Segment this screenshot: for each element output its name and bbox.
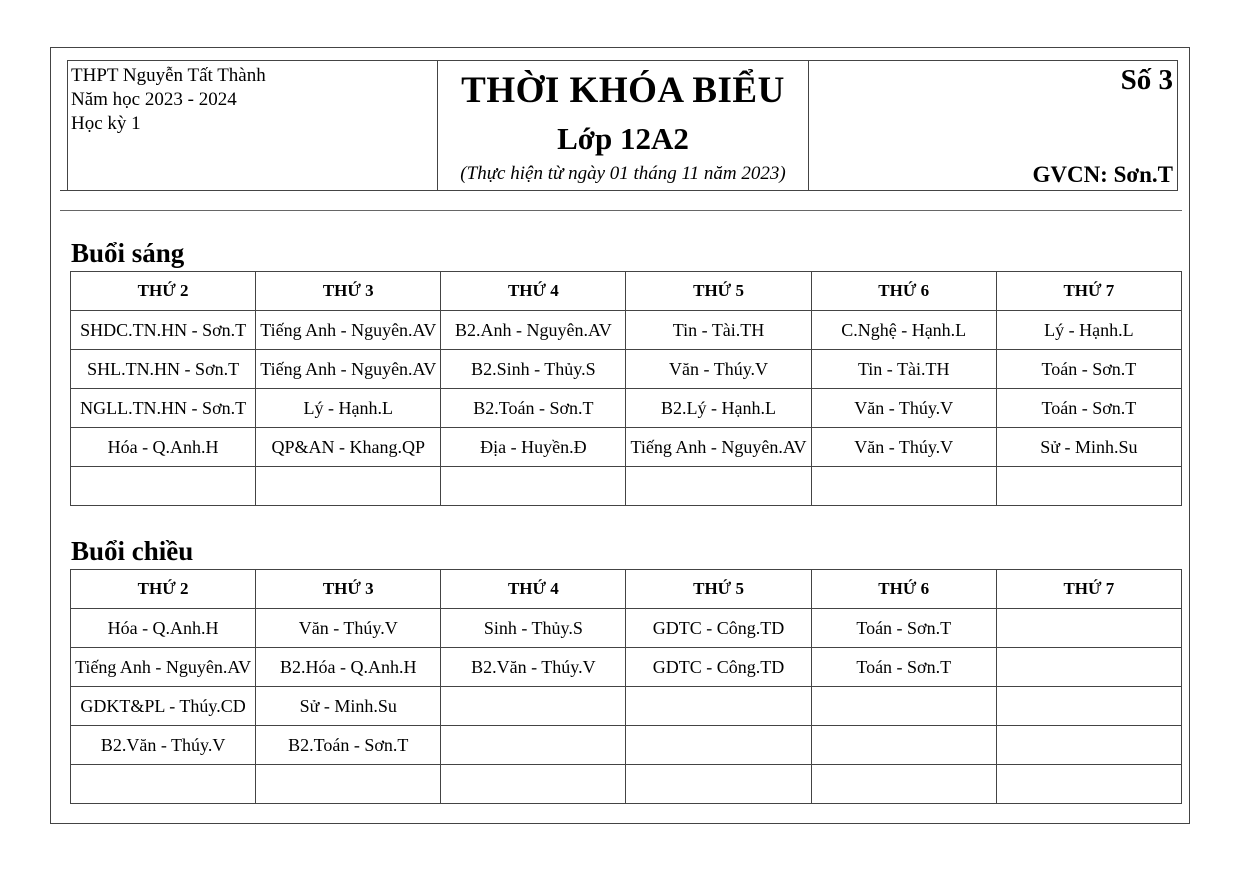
lesson-cell (811, 726, 996, 765)
lesson-cell (441, 428, 626, 467)
schedule-number: Số 3 (1120, 64, 1173, 96)
school-term: Học kỳ 1 (71, 113, 141, 134)
lesson-text: B2.Hóa - Q.Anh.H (279, 656, 417, 677)
morning-day-header: THỨ 6 (811, 272, 996, 311)
lesson-text: Văn - Thúy.V (669, 358, 769, 379)
lesson-cell (71, 389, 256, 428)
table-row (71, 428, 1182, 467)
table-row (71, 467, 1182, 506)
lesson-cell (811, 311, 996, 350)
morning-day-header: THỨ 2 (71, 272, 256, 311)
lesson-text: B2.Anh - Nguyên.AV (455, 319, 612, 340)
lesson-text: B2.Sinh - Thủy.S (471, 358, 596, 379)
lesson-cell (626, 428, 811, 467)
lesson-cell (996, 687, 1181, 726)
header-underline (60, 190, 67, 191)
lesson-cell (626, 467, 811, 506)
lesson-text: Văn - Thúy.V (854, 397, 954, 418)
lesson-cell (441, 311, 626, 350)
table-row (71, 609, 1182, 648)
lesson-text: Văn - Thúy.V (854, 436, 954, 457)
lesson-text: Lý - Hạnh.L (303, 397, 393, 418)
lesson-cell (441, 687, 626, 726)
lesson-text: B2.Văn - Thúy.V (471, 656, 596, 677)
lesson-cell (256, 389, 441, 428)
lesson-cell (256, 350, 441, 389)
lesson-cell (441, 350, 626, 389)
lesson-text: Toán - Sơn.T (1041, 397, 1137, 418)
lesson-cell (71, 726, 256, 765)
afternoon-title: Buổi chiều (71, 536, 194, 566)
table-row (71, 648, 1182, 687)
lesson-cell (996, 467, 1181, 506)
afternoon-day-header: THỨ 2 (71, 570, 256, 609)
lesson-cell (256, 765, 441, 804)
morning-header-row (71, 272, 1182, 311)
school-year: Năm học 2023 - 2024 (71, 89, 237, 110)
lesson-cell (71, 311, 256, 350)
lesson-text: GDTC - Công.TD (652, 617, 785, 638)
lesson-cell (811, 428, 996, 467)
document-title: THỜI KHÓA BIỂU (461, 70, 785, 111)
lesson-cell (256, 428, 441, 467)
title-block (438, 61, 809, 190)
school-info (68, 61, 438, 190)
table-row (71, 311, 1182, 350)
homeroom-teacher: GVCN: Sơn.T (1032, 162, 1173, 187)
table-row (71, 350, 1182, 389)
lesson-cell (996, 648, 1181, 687)
document-header (67, 60, 1178, 191)
lesson-cell (256, 726, 441, 765)
lesson-cell (71, 687, 256, 726)
lesson-cell (71, 350, 256, 389)
lesson-cell (811, 648, 996, 687)
separator-line (60, 210, 1182, 211)
lesson-cell (811, 687, 996, 726)
morning-day-header: THỨ 4 (441, 272, 626, 311)
lesson-text: Tiếng Anh - Nguyên.AV (260, 358, 437, 379)
lesson-cell (71, 648, 256, 687)
lesson-cell (441, 648, 626, 687)
lesson-text: Sinh - Thủy.S (483, 617, 583, 638)
lesson-cell (811, 765, 996, 804)
morning-timetable (70, 271, 1182, 506)
morning-day-header: THỨ 7 (996, 272, 1181, 311)
lesson-cell (71, 609, 256, 648)
afternoon-day-header: THỨ 4 (441, 570, 626, 609)
lesson-text: C.Nghệ - Hạnh.L (841, 319, 967, 340)
lesson-cell (256, 311, 441, 350)
lesson-cell (256, 609, 441, 648)
lesson-cell (71, 765, 256, 804)
lesson-text: Văn - Thúy.V (298, 617, 398, 638)
lesson-text: Sử - Minh.Su (299, 695, 397, 716)
lesson-cell (996, 428, 1181, 467)
afternoon-day-header: THỨ 3 (256, 570, 441, 609)
lesson-cell (996, 389, 1181, 428)
table-row (71, 389, 1182, 428)
lesson-text: Địa - Huyền.Đ (480, 436, 587, 457)
lesson-text: B2.Lý - Hạnh.L (661, 397, 777, 418)
lesson-cell (811, 389, 996, 428)
lesson-text: Sử - Minh.Su (1040, 436, 1138, 457)
lesson-text: Hóa - Q.Anh.H (107, 436, 219, 457)
afternoon-header-row (71, 570, 1182, 609)
lesson-text: Tiếng Anh - Nguyên.AV (630, 436, 807, 457)
table-row (71, 726, 1182, 765)
lesson-cell (626, 726, 811, 765)
school-name: THPT Nguyễn Tất Thành (71, 65, 266, 86)
lesson-cell (441, 765, 626, 804)
lesson-text: SHL.TN.HN - Sơn.T (87, 358, 240, 379)
lesson-text: Toán - Sơn.T (856, 656, 952, 677)
effective-date: (Thực hiện từ ngày 01 tháng 11 năm 2023) (460, 163, 786, 184)
lesson-cell (626, 765, 811, 804)
lesson-text: Tiếng Anh - Nguyên.AV (260, 319, 437, 340)
table-row (71, 765, 1182, 804)
morning-title: Buổi sáng (71, 238, 185, 268)
lesson-cell (996, 726, 1181, 765)
lesson-cell (441, 726, 626, 765)
lesson-cell (811, 350, 996, 389)
lesson-cell (441, 389, 626, 428)
lesson-cell (996, 350, 1181, 389)
lesson-cell (626, 311, 811, 350)
lesson-text: SHDC.TN.HN - Sơn.T (80, 319, 247, 340)
morning-day-header: THỨ 5 (626, 272, 811, 311)
lesson-text: GDTC - Công.TD (652, 656, 785, 677)
lesson-text: GDKT&PL - Thúy.CD (80, 695, 246, 716)
lesson-cell (626, 609, 811, 648)
lesson-cell (441, 467, 626, 506)
lesson-text: Lý - Hạnh.L (1044, 319, 1134, 340)
lesson-text: Tiếng Anh - Nguyên.AV (75, 656, 252, 677)
lesson-cell (256, 467, 441, 506)
lesson-cell (996, 765, 1181, 804)
afternoon-day-header: THỨ 6 (811, 570, 996, 609)
schedule-info (809, 61, 1177, 190)
lesson-cell (441, 609, 626, 648)
lesson-cell (256, 687, 441, 726)
lesson-cell (626, 687, 811, 726)
lesson-cell (71, 467, 256, 506)
lesson-cell (811, 467, 996, 506)
lesson-cell (626, 350, 811, 389)
lesson-text: B2.Toán - Sơn.T (288, 734, 409, 755)
lesson-text: B2.Toán - Sơn.T (473, 397, 594, 418)
lesson-text: Toán - Sơn.T (1041, 358, 1137, 379)
lesson-text: Tin - Tài.TH (672, 319, 765, 340)
afternoon-day-header: THỨ 5 (626, 570, 811, 609)
lesson-text: Tin - Tài.TH (857, 358, 950, 379)
lesson-cell (256, 648, 441, 687)
lesson-text: Toán - Sơn.T (856, 617, 952, 638)
lesson-cell (71, 428, 256, 467)
class-name: Lớp 12A2 (557, 121, 689, 156)
lesson-cell (626, 389, 811, 428)
lesson-text: NGLL.TN.HN - Sơn.T (80, 397, 247, 418)
afternoon-timetable (70, 569, 1182, 804)
morning-day-header: THỨ 3 (256, 272, 441, 311)
lesson-text: B2.Văn - Thúy.V (100, 734, 226, 755)
lesson-text: QP&AN - Khang.QP (271, 436, 425, 457)
table-row (71, 687, 1182, 726)
afternoon-day-header: THỨ 7 (996, 570, 1181, 609)
lesson-cell (626, 648, 811, 687)
lesson-cell (811, 609, 996, 648)
lesson-cell (996, 609, 1181, 648)
lesson-text: Hóa - Q.Anh.H (107, 617, 219, 638)
lesson-cell (996, 311, 1181, 350)
